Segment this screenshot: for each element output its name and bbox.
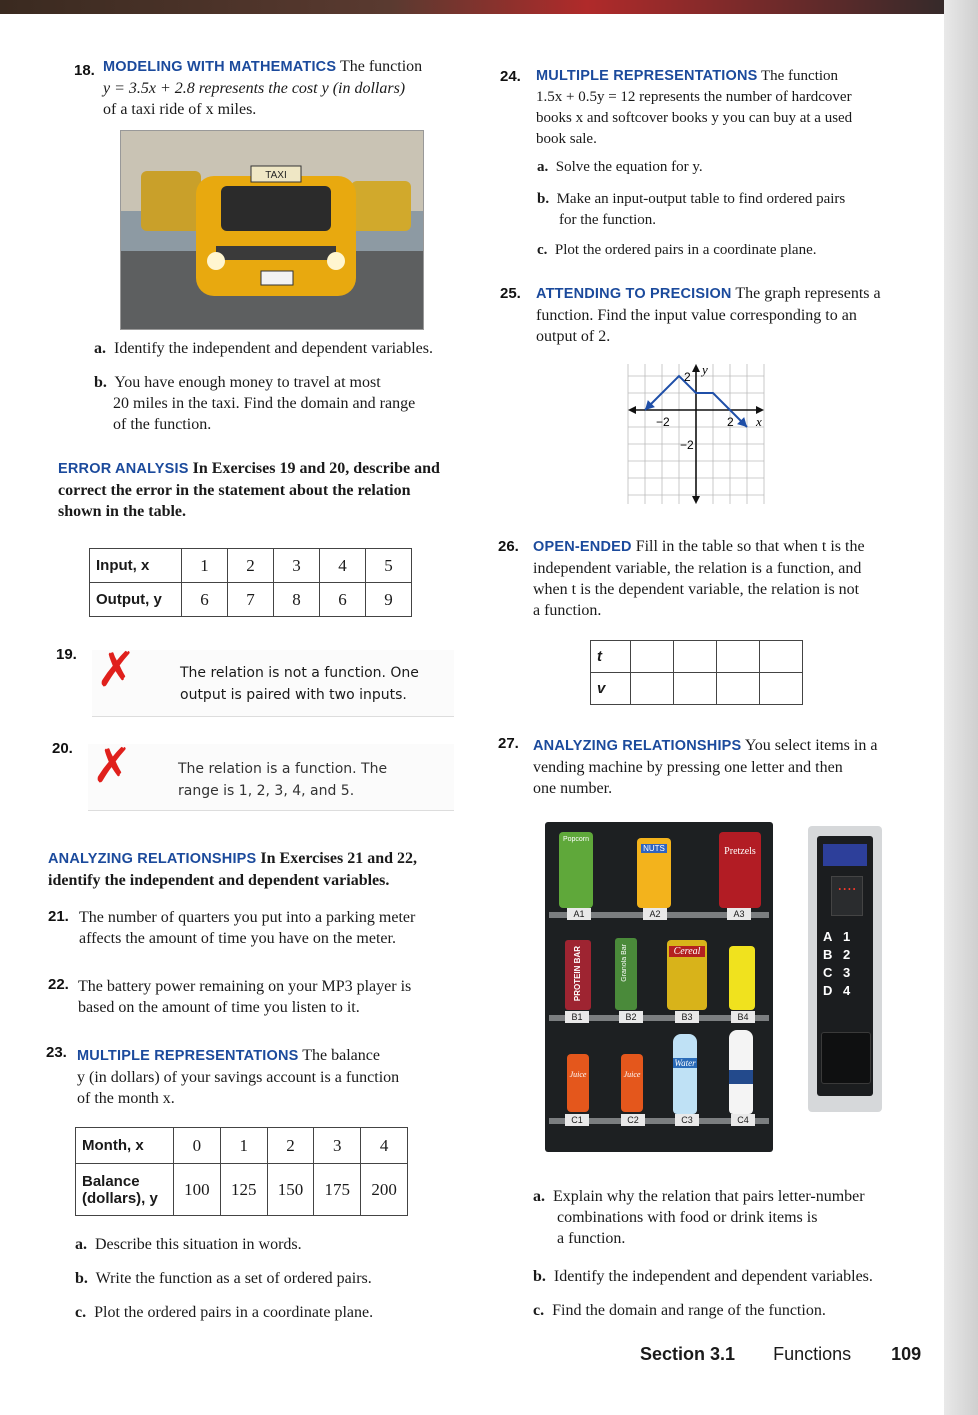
table-cell: 4 — [361, 1128, 408, 1164]
exercise-25-line3: output of 2. — [536, 328, 611, 345]
exercise-18-line3: of a taxi ride of x miles. — [103, 101, 257, 118]
protein-bar — [565, 940, 591, 1010]
exercise-25-heading: ATTENDING TO PRECISION — [536, 286, 732, 302]
exercise-23-line2: y (in dollars) of your savings account is a function — [77, 1069, 400, 1086]
tick-label-y-neg: −2 — [680, 438, 694, 452]
error-analysis-line2: correct the error in the statement about the relation — [58, 482, 411, 499]
exercise-24-line3: books x and softcover books y you can buy at a used — [536, 110, 853, 126]
taxi-photo — [120, 130, 424, 330]
blank-cell[interactable] — [631, 641, 674, 673]
error-20-line1: The relation is a function. The — [178, 761, 388, 777]
nuts-bag — [637, 838, 671, 908]
table-cell: 3 — [314, 1128, 361, 1164]
slot-label: C2 — [621, 1114, 645, 1126]
exercise-23a — [75, 1234, 302, 1255]
table-cell: 4 — [320, 549, 366, 583]
graph-axes — [628, 364, 764, 504]
slot-label: C4 — [731, 1114, 755, 1126]
exercise-22-text — [78, 976, 458, 1018]
table-cell: 6 — [320, 583, 366, 617]
part-c-label: c. — [537, 242, 548, 258]
page-number: 109 — [891, 1344, 922, 1364]
table-cell: 1 — [182, 549, 228, 583]
balance-label-line1: Balance — [82, 1172, 140, 1190]
exercise-18b — [94, 372, 454, 435]
part-a-text: Identify the independent and dependent variables. — [114, 340, 433, 357]
slot-label: B2 — [619, 1011, 643, 1023]
key-d[interactable]: D — [823, 983, 833, 998]
table-cell: 1 — [220, 1128, 267, 1164]
exercise-18a — [94, 338, 454, 359]
tick-label-x-pos: 2 — [727, 415, 734, 429]
exercise-27-line2: vending machine by pressing one letter and then — [533, 759, 843, 776]
exercise-18-heading: MODELING WITH MATHEMATICS — [103, 59, 337, 75]
table-cell: 200 — [361, 1164, 408, 1216]
popcorn-label: Popcorn — [562, 836, 590, 843]
error-20-line2: range is 1, 2, 3, 4, and 5. — [178, 783, 355, 799]
exercise-24b — [537, 189, 887, 231]
exercise-26-line4: a function. — [533, 602, 602, 619]
x-axis-arrow-right — [756, 406, 764, 414]
part-a-label: a. — [94, 340, 106, 357]
part-a-label: a. — [537, 159, 549, 175]
part-b-line3: of the function. — [113, 416, 212, 433]
row-header-t: t — [591, 641, 631, 673]
bottle-band — [729, 1070, 753, 1084]
keypad-buttons — [823, 928, 867, 1000]
exercise-23b — [75, 1268, 372, 1289]
table-cell: 7 — [228, 583, 274, 617]
row-header-input: Input, x — [90, 549, 182, 583]
juice-label: Juice — [623, 1070, 641, 1079]
error-statement-19 — [180, 662, 450, 706]
exercise-25-line1: The graph represents a — [735, 285, 881, 302]
part-b-line1: Make an input-output table to find ordered pairs — [556, 191, 846, 207]
part-c-label: c. — [75, 1304, 87, 1321]
exercise-23c — [75, 1302, 373, 1323]
page-footer — [640, 1344, 921, 1365]
granola-bar — [615, 938, 637, 1010]
exercise-23-heading: MULTIPLE REPRESENTATIONS — [77, 1048, 299, 1064]
exercise-24-line2: 1.5x + 0.5y = 12 represents the number of hardcover — [536, 89, 852, 105]
price-display — [831, 876, 863, 916]
exercise-27a — [533, 1186, 903, 1249]
juice-can — [621, 1054, 643, 1112]
pretzels-bag — [719, 832, 761, 908]
key-4[interactable]: 4 — [843, 983, 851, 998]
y-axis-arrow-up — [692, 364, 700, 372]
exercise-27b — [533, 1266, 873, 1287]
savings-table — [75, 1127, 408, 1216]
key-c[interactable]: C — [823, 965, 833, 980]
exercise-number-20: 20. — [52, 740, 73, 757]
slot-label: C3 — [675, 1114, 699, 1126]
exercise-26-line3: when t is the dependent variable, the relation is not — [533, 581, 860, 598]
slot-label: A1 — [567, 908, 591, 920]
blank-cell[interactable] — [674, 641, 717, 673]
exercise-number-18: 18. — [74, 62, 95, 79]
part-c-text: Plot the ordered pairs in a coordinate plane. — [554, 242, 817, 258]
key-1[interactable]: 1 — [843, 929, 851, 944]
part-b-text: Identify the independent and dependent variables. — [553, 1268, 873, 1285]
slot-label: C1 — [565, 1114, 589, 1126]
exercise-27-prompt — [533, 735, 903, 799]
exercise-24-line4: book sale. — [536, 131, 597, 147]
exercise-24-heading: MULTIPLE REPRESENTATIONS — [536, 68, 758, 84]
part-b-line2: 20 miles in the taxi. Find the domain and range — [113, 395, 416, 412]
footer-title: Functions — [773, 1344, 852, 1364]
y-axis-arrow-down — [692, 496, 700, 504]
part-c-text: Find the domain and range of the function. — [552, 1302, 826, 1319]
blank-cell[interactable] — [717, 641, 760, 673]
table-cell: 2 — [228, 549, 274, 583]
table-cell: 125 — [220, 1164, 267, 1216]
part-a-label: a. — [75, 1236, 87, 1253]
exercise-number-23: 23. — [46, 1044, 67, 1061]
row-header-month: Month, x — [76, 1128, 174, 1164]
table-cell: 3 — [274, 549, 320, 583]
error-analysis-intro — [58, 458, 458, 522]
display-header — [823, 844, 867, 866]
analyzing-heading: ANALYZING RELATIONSHIPS — [48, 851, 257, 867]
table-cell: 2 — [267, 1128, 314, 1164]
table-cell: 8 — [274, 583, 320, 617]
cereal-bag — [667, 940, 707, 1010]
slot-label: B3 — [675, 1011, 699, 1023]
display-leds: • • • • — [838, 885, 856, 894]
slot-label: A2 — [643, 908, 667, 920]
balance-label-line2: (dollars), y — [82, 1189, 158, 1207]
table-cell: 9 — [366, 583, 412, 617]
slot-label: B1 — [565, 1011, 589, 1023]
part-b-text: Write the function as a set of ordered pairs. — [95, 1270, 372, 1287]
exercise-24c — [537, 240, 817, 261]
exercise-18-line1: The function — [339, 58, 423, 75]
exercise-18-line2: y = 3.5x + 2.8 represents the cost y (in dollars) — [103, 80, 406, 97]
vending-machine-window — [545, 822, 773, 1152]
water-label: Water — [674, 1058, 696, 1068]
slot-label: B4 — [731, 1011, 755, 1023]
table-cell: 175 — [314, 1164, 361, 1216]
part-a-label: a. — [533, 1188, 545, 1205]
blank-cell[interactable] — [760, 641, 803, 673]
table-cell: 150 — [267, 1164, 314, 1216]
exercise-22-line1: The battery power remaining on your MP3 player is — [78, 978, 412, 995]
analyzing-intro — [48, 848, 448, 891]
part-a-line3: a function. — [557, 1230, 626, 1247]
protein-bar-label: PROTEIN BAR — [573, 946, 582, 1002]
error-19-line2: output is paired with two inputs. — [180, 687, 407, 703]
vending-keypad-panel — [808, 826, 882, 1112]
exercise-number-22: 22. — [48, 976, 69, 993]
function-graph — [626, 362, 766, 506]
table-cell: 100 — [174, 1164, 221, 1216]
blank-cell[interactable] — [674, 673, 717, 705]
key-2[interactable]: 2 — [843, 947, 851, 962]
part-a-line1: Explain why the relation that pairs letter-number — [553, 1188, 865, 1205]
taxi-roof-sign: TAXI — [265, 170, 287, 181]
error-statement-20 — [178, 758, 448, 802]
x-axis-label: x — [756, 414, 762, 429]
x-axis-arrow-left — [628, 406, 636, 414]
blank-cell[interactable] — [631, 673, 674, 705]
taxi-illustration — [121, 131, 423, 329]
table-cell: 6 — [182, 583, 228, 617]
exercise-number-26: 26. — [498, 538, 519, 555]
exercise-24-prompt — [536, 66, 896, 150]
row-header-balance — [76, 1164, 174, 1216]
exercise-23-line1: The balance — [302, 1047, 380, 1064]
exercise-27-line3: one number. — [533, 780, 613, 797]
error-x-icon: ✗ — [92, 738, 133, 794]
exercise-21-line2: affects the amount of time you have on the meter. — [79, 930, 396, 947]
exercise-25-line2: function. Find the input value corresponding to an — [536, 307, 857, 324]
exercise-27-heading: ANALYZING RELATIONSHIPS — [533, 738, 742, 754]
top-edge-band — [0, 0, 978, 14]
blank-cell[interactable] — [717, 673, 760, 705]
row-header-output: Output, y — [90, 583, 182, 617]
y-axis-label: y — [702, 362, 708, 377]
exercise-26-heading: OPEN-ENDED — [533, 539, 632, 555]
slot-label: A3 — [727, 908, 751, 920]
cereal-label: Cereal — [669, 946, 705, 957]
table-cell: 5 — [366, 549, 412, 583]
water-bottle — [673, 1034, 697, 1114]
error-analysis-line3: shown in the table. — [58, 503, 187, 520]
error-19-line1: The relation is not a function. One — [180, 665, 419, 681]
part-a-text: Describe this situation in words. — [95, 1236, 302, 1253]
analyzing-line2: identify the independent and dependent variables. — [48, 872, 390, 889]
exercise-23-line3: of the month x. — [77, 1090, 175, 1107]
pretzels-label: Pretzels — [724, 846, 756, 857]
fill-in-table — [590, 640, 803, 705]
exercise-26-prompt — [533, 536, 893, 621]
exercise-25-prompt — [536, 283, 896, 347]
part-a-line2: combinations with food or drink items is — [557, 1209, 818, 1226]
exercise-21-line1: The number of quarters you put into a parking meter — [79, 909, 416, 926]
row-header-v: v — [591, 673, 631, 705]
part-b-label: b. — [537, 191, 550, 207]
input-output-table — [89, 548, 412, 617]
page-edge-shadow — [944, 0, 978, 1415]
part-b-line1: You have enough money to travel at most — [114, 374, 381, 391]
exercise-18-prompt — [103, 56, 443, 120]
juice-label: Juice — [569, 1070, 587, 1079]
exercise-27-line1: You select items in a — [744, 737, 878, 754]
nuts-label: NUTS — [641, 844, 667, 853]
key-a[interactable]: A — [823, 929, 833, 944]
exercise-27c — [533, 1300, 826, 1321]
exercise-number-21: 21. — [48, 908, 69, 925]
part-a-text: Solve the equation for y. — [555, 159, 703, 175]
exercise-23-prompt — [77, 1045, 437, 1109]
tick-label-x-neg: −2 — [656, 415, 670, 429]
juice-can — [567, 1054, 589, 1112]
exercise-number-19: 19. — [56, 646, 77, 663]
footer-section: Section 3.1 — [640, 1344, 736, 1364]
part-b-label: b. — [75, 1270, 88, 1287]
part-b-label: b. — [533, 1268, 546, 1285]
snack-bag — [729, 946, 755, 1010]
part-b-line2: for the function. — [559, 212, 657, 228]
exercise-22-line2: based on the amount of time you listen to it. — [78, 999, 360, 1016]
granola-bar-label: Granola Bar — [621, 944, 628, 982]
blank-cell[interactable] — [760, 673, 803, 705]
exercise-number-25: 25. — [500, 285, 521, 302]
exercise-24a — [537, 157, 703, 178]
error-x-icon: ✗ — [96, 642, 137, 698]
exercise-24-line1: The function — [760, 68, 839, 84]
coin-return-slot — [821, 1032, 871, 1084]
part-c-label: c. — [533, 1302, 545, 1319]
analyzing-line1: In Exercises 21 and 22, — [260, 850, 418, 867]
error-analysis-line1: In Exercises 19 and 20, describe and — [192, 460, 440, 477]
milk-bottle — [729, 1030, 753, 1114]
part-c-text: Plot the ordered pairs in a coordinate plane. — [94, 1304, 374, 1321]
exercise-number-24: 24. — [500, 68, 521, 85]
exercise-21-text — [79, 907, 459, 949]
exercise-number-27: 27. — [498, 735, 519, 752]
exercise-26-line2: independent variable, the relation is a function, and — [533, 560, 862, 577]
key-b[interactable]: B — [823, 947, 833, 962]
table-cell: 0 — [174, 1128, 221, 1164]
part-b-label: b. — [94, 374, 107, 391]
popcorn-bag — [559, 832, 593, 908]
tick-label-y-pos: 2 — [684, 370, 691, 384]
key-3[interactable]: 3 — [843, 965, 851, 980]
error-analysis-heading: ERROR ANALYSIS — [58, 461, 189, 477]
keypad-body — [817, 836, 873, 1096]
exercise-26-line1: Fill in the table so that when t is the — [635, 538, 865, 555]
